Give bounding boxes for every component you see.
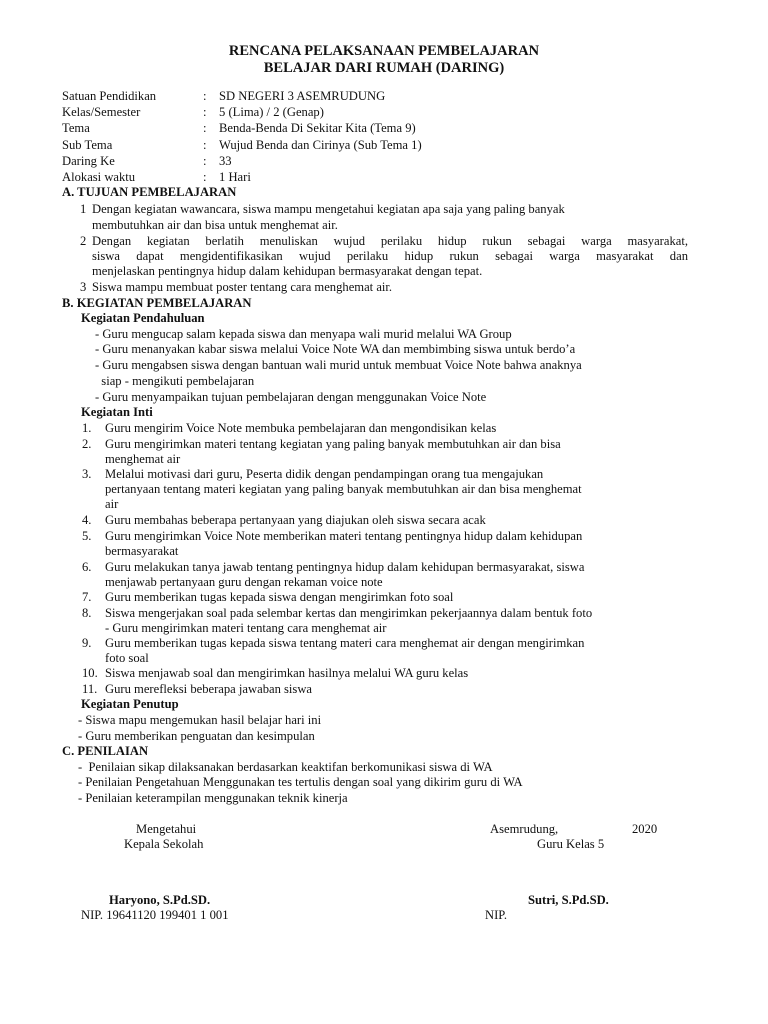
list-item-number: 4. (82, 513, 92, 527)
list-item-text: Guru mengirimkan Voice Note memberikan materi tentang pentingnya hidup dalam kehidupan (105, 529, 583, 543)
meta-value: 33 (219, 153, 232, 168)
list-item-text: bermasyarakat (105, 544, 179, 558)
meta-label: Daring Ke (62, 153, 115, 168)
list-item-text: Dengan kegiatan berlatih menuliskan wujud perilaku hidup rukun sebagai warga masyarakat, (92, 234, 688, 248)
list-item: siap - mengikuti pembelajaran (95, 374, 255, 388)
meta-value: Wujud Benda dan Cirinya (Sub Tema 1) (219, 137, 422, 152)
meta-row-kelas (62, 105, 622, 121)
inti-heading: Kegiatan Inti (81, 405, 153, 419)
list-item-text: Guru mengirim Voice Note membuka pembelajaran dan mengondisikan kelas (105, 421, 497, 435)
meta-row-daring (62, 154, 622, 170)
meta-colon: : (203, 153, 207, 168)
section-b-heading: B. KEGIATAN PEMBELAJARAN (62, 296, 252, 310)
meta-row-satuan (62, 89, 622, 105)
meta-value: SD NEGERI 3 ASEMRUDUNG (219, 89, 386, 103)
list-item-text: Guru membahas beberapa pertanyaan yang diajukan oleh siswa secara acak (105, 513, 486, 527)
meta-row-subtema (62, 138, 622, 154)
meta-label: Sub Tema (62, 137, 113, 152)
meta-colon: : (203, 105, 207, 120)
list-item-number: 8. (82, 606, 92, 620)
penutup-heading: Kegiatan Penutup (81, 697, 179, 711)
signature-left-name: Haryono, S.Pd.SD. (109, 893, 211, 907)
meta-value: 5 (Lima) / 2 (Genap) (219, 105, 324, 120)
list-item-number: 9. (82, 636, 92, 650)
meta-value: 1 Hari (219, 169, 251, 184)
meta-row-tema (62, 121, 622, 137)
list-item: - Siswa mapu mengemukan hasil belajar hari ini (78, 713, 322, 727)
document-title: RENCANA PELAKSANAAN PEMBELAJARAN (228, 43, 540, 59)
list-item-number: 6. (82, 560, 92, 574)
list-item: - Guru memberikan penguatan dan kesimpulan (78, 729, 315, 743)
list-item-number: 5. (82, 529, 92, 543)
list-item-text: menghemat air (105, 452, 181, 466)
list-item-text: pertanyaan tentang materi kegiatan yang paling banyak membutuhkan air dan bisa menghemat (105, 482, 582, 496)
list-item-text: Melalui motivasi dari guru, Peserta didik dengan pendampingan orang tua mengajukan (105, 467, 544, 481)
list-item: - Penilaian sikap dilaksanakan berdasarkan keaktifan berkomunikasi siswa di WA (78, 760, 493, 774)
signature-left-role: Kepala Sekolah (124, 837, 204, 851)
meta-label: Tema (62, 121, 90, 136)
list-item: - Guru menyampaikan tujuan pembelajaran dengan menggunakan Voice Note (95, 390, 487, 404)
signature-right-name: Sutri, S.Pd.SD. (528, 893, 609, 907)
list-item-text: membutuhkan air dan bisa untuk menghemat air. (92, 218, 338, 232)
meta-row-alokasi (62, 170, 622, 186)
list-item: - Guru menanyakan kabar siswa melalui Voice Note WA dan membimbing siswa untuk berdo’a (95, 342, 576, 356)
signature-right-nip: NIP. (485, 908, 508, 922)
signature-right-year: 2020 (632, 822, 658, 836)
meta-label: Satuan Pendidikan (62, 89, 157, 103)
meta-label: Kelas/Semester (62, 105, 141, 120)
list-item-text: Guru memberikan tugas kepada siswa dengan mengirimkan foto soal (105, 590, 454, 604)
pendahuluan-heading: Kegiatan Pendahuluan (81, 311, 205, 325)
list-item-text: menjelaskan pentingnya hidup dalam kehidupan bermasyarakat dengan tepat. (92, 264, 483, 278)
meta-colon: : (203, 169, 207, 184)
signature-left-title: Mengetahui (136, 822, 197, 836)
list-item-number: 7. (82, 590, 92, 604)
meta-colon: : (203, 121, 207, 136)
list-item: - Penilaian keterampilan menggunakan teknik kinerja (78, 791, 348, 805)
list-item-number: 10. (82, 666, 98, 680)
meta-label: Alokasi waktu (62, 169, 136, 184)
list-item-text: siswa dapat mengidentifikasikan wujud perilaku hidup rukun sebagai warga masyarakat dan (92, 249, 688, 263)
meta-colon: : (203, 137, 207, 152)
signature-right-role: Guru Kelas 5 (537, 837, 605, 851)
meta-value: Benda-Benda Di Sekitar Kita (Tema 9) (219, 121, 416, 136)
list-item-text: Guru memberikan tugas kepada siswa tentang materi cara menghemat air dengan mengirimkan (105, 636, 585, 650)
list-item: - Guru mengucap salam kepada siswa dan menyapa wali murid melalui WA Group (95, 327, 512, 341)
section-a-heading: A. TUJUAN PEMBELAJARAN (62, 185, 237, 199)
list-item-text: Siswa mampu membuat poster tentang cara menghemat air. (92, 280, 393, 294)
list-item-number: 3. (82, 467, 92, 481)
list-item-number: 2. (82, 437, 92, 451)
list-item-text: Siswa menjawab soal dan mengirimkan hasilnya melalui WA guru kelas (105, 666, 469, 680)
identity-table (62, 89, 622, 186)
list-item-text: Guru mengirimkan materi tentang kegiatan yang paling banyak membutuhkan air dan bisa (105, 437, 561, 451)
list-item-text: air (105, 497, 119, 511)
list-item-text: Guru merefleksi beberapa jawaban siswa (105, 682, 313, 696)
meta-colon: : (203, 89, 207, 103)
list-item-number: 1. (82, 421, 92, 435)
document-subtitle: BELAJAR DARI RUMAH (DARING) (263, 60, 505, 76)
list-item: - Guru mengabsen siswa dengan bantuan wali murid untuk membuat Voice Note bahwa anaknya (95, 358, 582, 372)
list-item-number: 11. (82, 682, 98, 696)
list-item-text: - Guru mengirimkan materi tentang cara menghemat air (105, 621, 387, 635)
signature-right-place: Asemrudung, (490, 822, 559, 836)
list-item-number: 2 (80, 234, 87, 248)
signature-left-nip: NIP. 19641120 199401 1 001 (81, 908, 229, 922)
section-c-heading: C. PENILAIAN (62, 744, 149, 758)
list-item-text: Guru melakukan tanya jawab tentang pentingnya hidup dalam kehidupan bermasyarakat, siswa (105, 560, 585, 574)
list-item-text: menjawab pertanyaan guru dengan rekaman voice note (105, 575, 383, 589)
list-item-number: 1 (80, 202, 87, 216)
list-item-number: 3 (80, 280, 87, 294)
list-item-text: Dengan kegiatan wawancara, siswa mampu mengetahui kegiatan apa saja yang paling banyak (92, 202, 565, 216)
list-item-text: foto soal (105, 651, 149, 665)
list-item-text: Siswa mengerjakan soal pada selembar kertas dan mengirimkan pekerjaannya dalam bentuk foto (105, 606, 593, 620)
list-item: - Penilaian Pengetahuan Menggunakan tes tertulis dengan soal yang dikirim guru di WA (78, 775, 523, 789)
